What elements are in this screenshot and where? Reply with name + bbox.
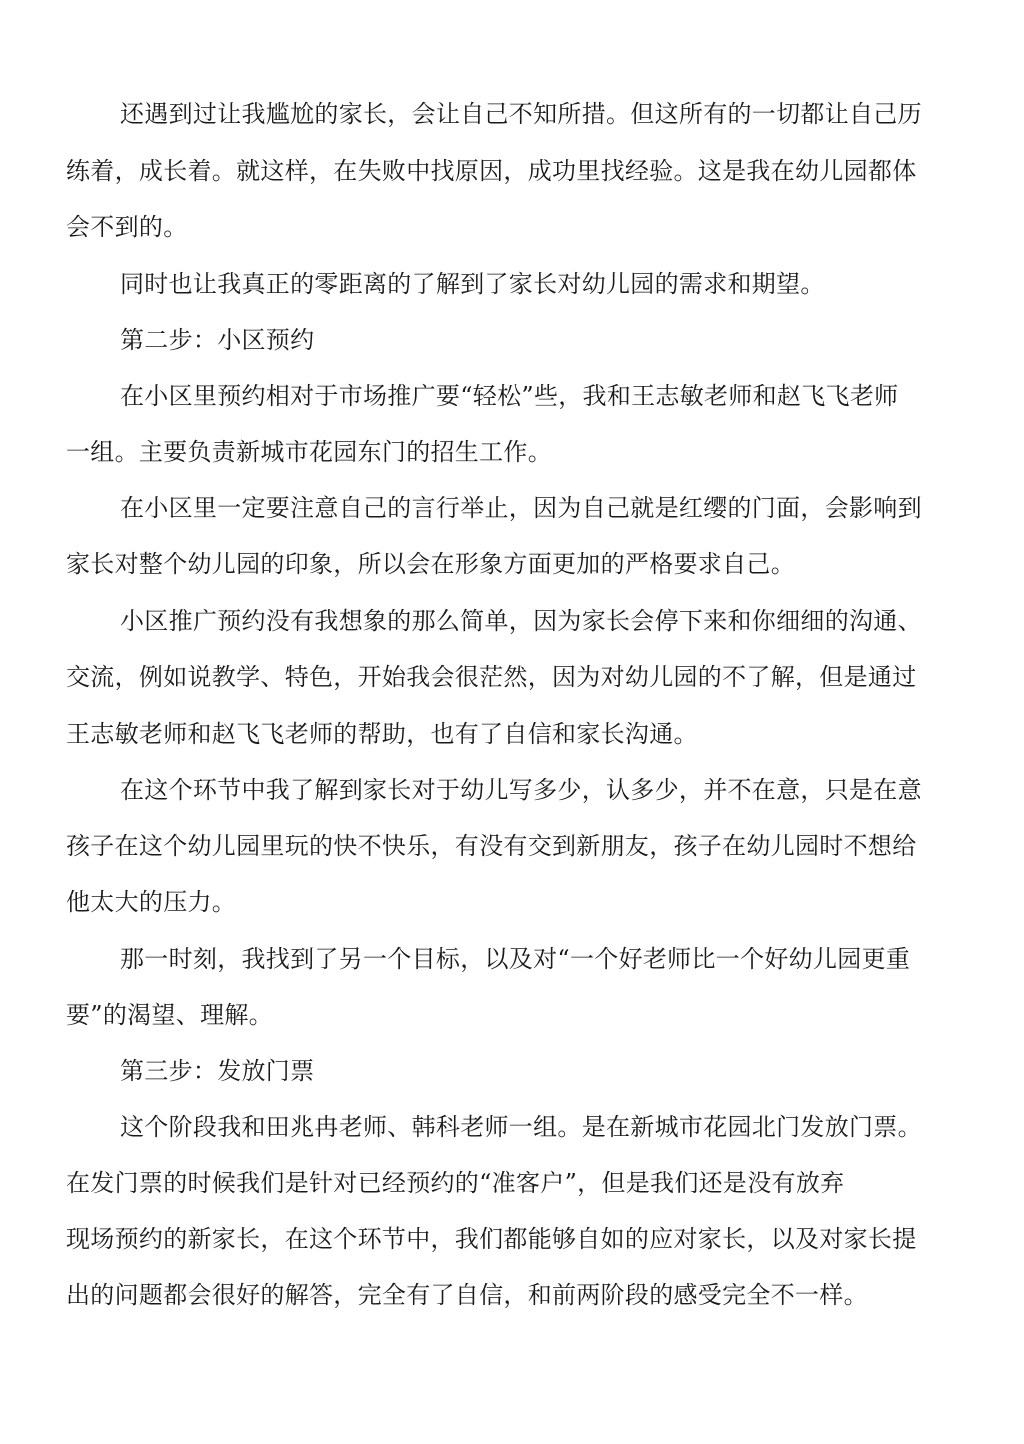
paragraph-line: 小区推广预约没有我想象的那么简单，因为家长会停下来和你细细的沟通、	[120, 607, 922, 635]
paragraph-line: 出的问题都会很好的解答，完全有了自信，和前两阶段的感受完全不一样。	[66, 1281, 868, 1309]
paragraph-line: 这个阶段我和田兆冉老师、韩科老师一组。是在新城市花园北门发放门票。	[120, 1113, 922, 1141]
paragraph-line: 那一时刻，我找到了另一个目标，以及对“一个好老师比一个好幼儿园更重	[120, 945, 911, 973]
paragraph-line: 他太大的压力。	[66, 888, 237, 916]
paragraph-line: 一组。主要负责新城市花园东门的招生工作。	[66, 438, 552, 466]
paragraph-line: 王志敏老师和赵飞飞老师的帮助，也有了自信和家长沟通。	[66, 720, 698, 748]
paragraph-line: 现场预约的新家长，在这个环节中，我们都能够自如的应对家长，以及对家长提	[66, 1225, 917, 1253]
paragraph-line: 还遇到过让我尴尬的家长，会让自己不知所措。但这所有的一切都让自己历	[120, 100, 922, 128]
paragraph-line: 在这个环节中我了解到家长对于幼儿写多少，认多少，并不在意，只是在意	[120, 776, 922, 804]
paragraph-line: 会不到的。	[66, 213, 188, 241]
paragraph-line: 在小区里一定要注意自己的言行举止，因为自己就是红缨的门面，会影响到	[120, 494, 922, 522]
paragraph-line: 孩子在这个幼儿园里玩的快不快乐，有没有交到新朋友，孩子在幼儿园时不想给	[66, 832, 917, 860]
section-heading: 第三步：发放门票	[120, 1057, 315, 1085]
paragraph-line: 同时也让我真正的零距离的了解到了家长对幼儿园的需求和期望。	[120, 270, 825, 298]
paragraph-line: 家长对整个幼儿园的印象，所以会在形象方面更加的严格要求自己。	[66, 550, 795, 578]
paragraph-line: 在发门票的时候我们是针对已经预约的“准客户”，但是我们还是没有放弃	[66, 1169, 845, 1197]
paragraph-line: 练着，成长着。就这样，在失败中找原因，成功里找经验。这是我在幼儿园都体	[66, 157, 917, 185]
paragraph-line: 在小区里预约相对于市场推广要“轻松”些，我和王志敏老师和赵飞飞老师	[120, 382, 899, 410]
section-heading: 第二步：小区预约	[120, 326, 315, 354]
paragraph-line: 要”的渴望、理解。	[66, 1001, 273, 1029]
paragraph-line: 交流，例如说教学、特色，开始我会很茫然，因为对幼儿园的不了解，但是通过	[66, 663, 917, 691]
